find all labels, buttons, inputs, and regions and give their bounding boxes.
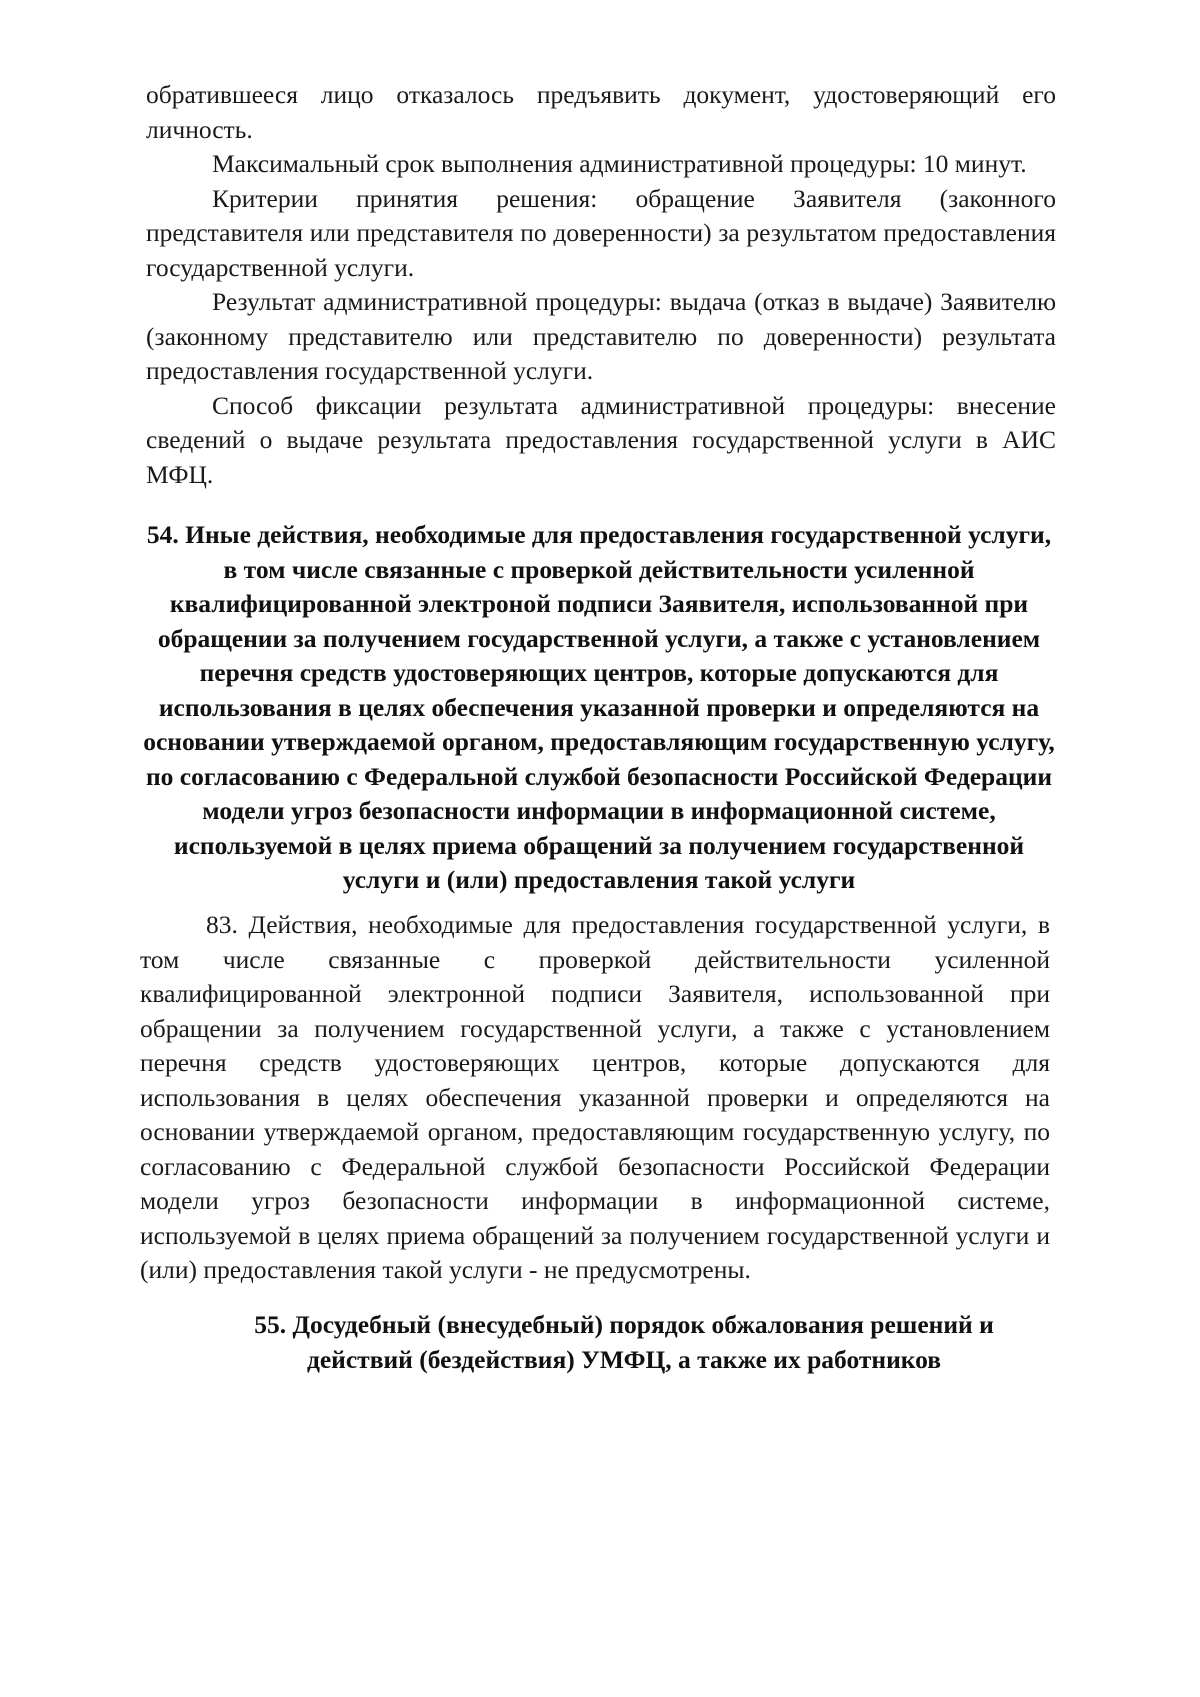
continuation-paragraph: обратившееся лицо отказалось предъявить документ, удостоверяющий его личность. bbox=[146, 80, 1056, 144]
fixation-paragraph: Способ фиксации результата административной процедуры: внесение сведений о выдаче результата предоставления государственной услуги в АИС МФЦ. bbox=[146, 390, 1056, 489]
max-time-paragraph: Максимальный срок выполнения административной процедуры: 10 минут. bbox=[212, 149, 1027, 178]
section-54-body bbox=[140, 908, 1050, 1288]
top-text-block bbox=[146, 78, 1056, 492]
section-54-heading: 54. Иные действия, необходимые для предоставления государственной услуги, в том числе связанные с проверкой действительности усиленной квалифицированной электроной подписи Заявителя, использованной при обращении за получением государственной услуги, а также с установлением перечня средств удостоверяющих центров, которые допускаются для использования в целях обеспечения указанной проверки и определяются на основании утверждаемой органом, предоставляющим государственную услугу, по согласованию с Федеральной службой безопасности Российской Федерации модели угроз безопасности информации в информационной системе, используемой в целях приема обращений за получением государственной услуги и (или) предоставления такой услуги bbox=[143, 520, 1055, 894]
criteria-paragraph: Критерии принятия решения: обращение Заявителя (законного представителя или представителя по доверенности) за результатом предоставления государственной услуги. bbox=[146, 183, 1056, 282]
result-paragraph: Результат административной процедуры: выдача (отказ в выдаче) Заявителю (законному представителю или представителю по доверенности) результата предоставления государственной услуги. bbox=[146, 287, 1056, 385]
section-55-heading: 55. Досудебный (внесудебный) порядок обжалования решений и действий (бездействия) УМФЦ, а также их работников bbox=[254, 1310, 994, 1374]
paragraph-83: 83. Действия, необходимые для предоставления государственной услуги, в том числе связанные с проверкой действительности усиленной квалифицированной электронной подписи Заявителя, использованной при обращении за получением государственной услуги, а также с установлением перечня средств удостоверяющих центров, которые допускаются для использования в целях обеспечения указанной проверки и определяются на основании утверждаемой органом, предоставляющим государственную услугу, по согласованию с Федеральной службой безопасности Российской Федерации модели угроз безопасности информации в информационной системе, используемой в целях приема обращений за получением государственной услуги и (или) предоставления такой услуги - не предусмотрены. bbox=[140, 910, 1050, 1284]
